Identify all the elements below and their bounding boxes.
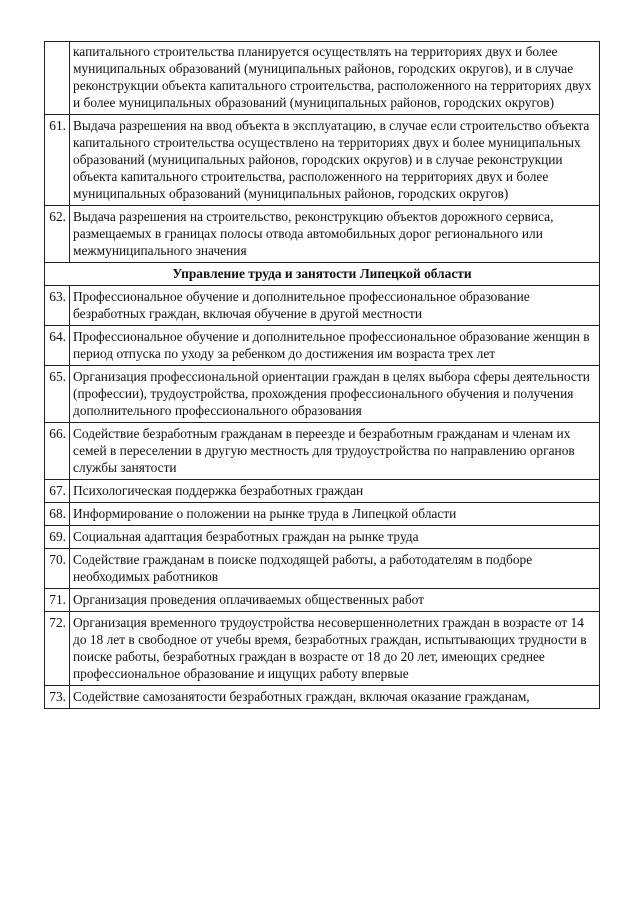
row-number: 72. [45, 612, 70, 686]
row-number: 71. [45, 589, 70, 612]
row-text: Социальная адаптация безработных граждан на рынке труда [70, 526, 600, 549]
table-row [45, 526, 600, 549]
row-number: 65. [45, 366, 70, 423]
row-number [45, 42, 70, 115]
row-number: 68. [45, 503, 70, 526]
table-row [45, 286, 600, 326]
table-row [45, 612, 600, 686]
table-row [45, 206, 600, 263]
row-text: капитального строительства планируется осуществлять на территориях двух и более муниципальных образований (муниципальных районов, городских округов), и в случае реконструкции объекта капитального строительства, расположенного на территориях двух и более муниципальных образований (муниципальных районов, городских округов) [70, 42, 600, 115]
row-text: Выдача разрешения на строительство, реконструкцию объектов дорожного сервиса, размещаемых в границах полосы отвода автомобильных дорог регионального или межмуниципального значения [70, 206, 600, 263]
row-number: 63. [45, 286, 70, 326]
row-text: Профессиональное обучение и дополнительное профессиональное образование женщин в период отпуска по уходу за ребенком до достижения им возраста трех лет [70, 326, 600, 366]
row-number: 67. [45, 480, 70, 503]
row-text: Информирование о положении на рынке труда в Липецкой области [70, 503, 600, 526]
table-row [45, 549, 600, 589]
row-text: Организация профессиональной ориентации граждан в целях выбора сферы деятельности (профессии), трудоустройства, прохождения профессионального обучения и получения дополнительного профессионального образования [70, 366, 600, 423]
services-table [44, 41, 600, 709]
table-row [45, 326, 600, 366]
row-text: Организация проведения оплачиваемых общественных работ [70, 589, 600, 612]
row-text: Психологическая поддержка безработных граждан [70, 480, 600, 503]
row-text: Профессиональное обучение и дополнительное профессиональное образование безработных граждан, включая обучение в другой местности [70, 286, 600, 326]
table-row [45, 366, 600, 423]
table-row [45, 423, 600, 480]
row-number: 64. [45, 326, 70, 366]
row-number: 70. [45, 549, 70, 589]
table-row [45, 480, 600, 503]
table-row [45, 589, 600, 612]
row-text: Организация временного трудоустройства несовершеннолетних граждан в возрасте от 14 до 18 лет в свободное от учебы время, безработных граждан, испытывающих трудности в поиске работы, безработных граждан в возрасте от 18 до 20 лет, имеющих среднее профессиональное образование и ищущих работу впервые [70, 612, 600, 686]
row-text: Содействие самозанятости безработных граждан, включая оказание гражданам, [70, 686, 600, 709]
table-row [45, 686, 600, 709]
row-number: 69. [45, 526, 70, 549]
row-number: 73. [45, 686, 70, 709]
section-heading-row [45, 263, 600, 286]
row-text: Содействие безработным гражданам в переезде и безработным гражданам и членам их семей в переселении в другую местность для трудоустройства по направлению органов службы занятости [70, 423, 600, 480]
row-number: 62. [45, 206, 70, 263]
row-number: 66. [45, 423, 70, 480]
row-text: Содействие гражданам в поиске подходящей работы, а работодателям в подборе необходимых работников [70, 549, 600, 589]
row-text: Выдача разрешения на ввод объекта в эксплуатацию, в случае если строительство объекта капитального строительства осуществлено на территориях двух и более муниципальных образований (муниципальных районов, городских округов) и в случае реконструкции объекта капитального строительства, расположенного на территориях двух и более муниципальных образований (муниципальных районов, городских округов) [70, 115, 600, 206]
table-row [45, 503, 600, 526]
section-heading: Управление труда и занятости Липецкой области [45, 263, 600, 286]
table-row [45, 115, 600, 206]
row-number: 61. [45, 115, 70, 206]
table-row-continuation [45, 42, 600, 115]
